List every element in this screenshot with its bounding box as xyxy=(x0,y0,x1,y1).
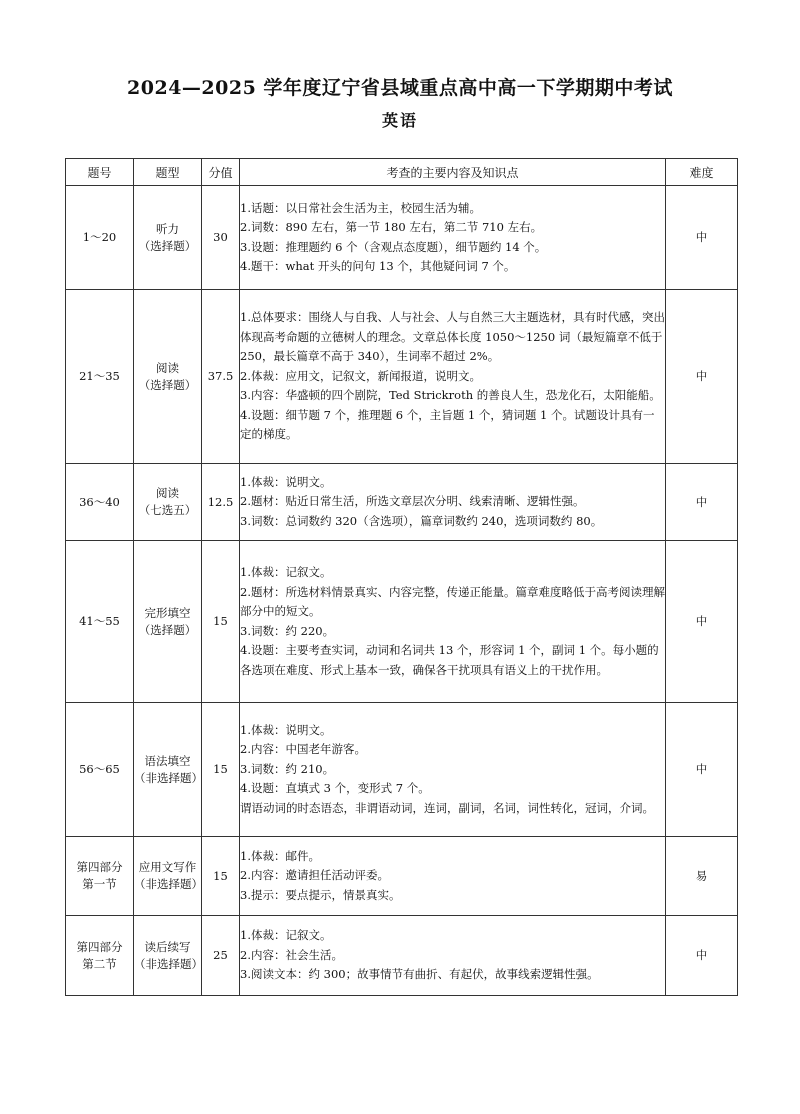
question-type-cell-line: （非选择题） xyxy=(134,877,203,891)
content-cell xyxy=(240,916,666,996)
question-number-cell xyxy=(66,541,134,703)
question-number-cell-line: 1～20 xyxy=(82,230,117,244)
table-header-row xyxy=(66,159,738,186)
content-line: 3.词数：总词数约 320（含选项），篇章词数约 240，选项词数约 80。 xyxy=(240,513,603,528)
content-line: 3.词数：约 210。 xyxy=(240,761,335,776)
content-line: 4.设题：主要考查实词，动词和名词共 13 个，形容词 1 个，副词 1 个。每小题的各选项在难度、形式上基本一致，确保各干扰项具有语义上的干扰作用。 xyxy=(240,643,659,677)
question-type-cell-line: 语法填空 xyxy=(144,753,191,768)
question-type-cell-line: （选择题） xyxy=(138,238,197,253)
question-type-cell-line: （非选择题） xyxy=(134,956,203,971)
content-line: 3.内容：华盛顿的四个剧院，Ted Strickroth 的善良人生，恐龙化石，太阳能船。 xyxy=(240,388,661,403)
question-type-cell xyxy=(134,464,202,541)
question-number-cell-line: 56～65 xyxy=(79,762,120,776)
score-cell: 37.5 xyxy=(202,290,240,464)
score-cell: 25 xyxy=(202,916,240,996)
question-type-cell-line: 阅读 xyxy=(156,360,179,375)
question-type-cell-line: 阅读 xyxy=(156,486,179,500)
score-cell: 12.5 xyxy=(202,464,240,541)
difficulty-cell: 中 xyxy=(666,916,738,996)
question-number-cell xyxy=(66,703,134,837)
content-line: 3.阅读文本：约 300；故事情节有曲折、有起伏，故事线索逻辑性强。 xyxy=(240,967,599,982)
question-number-cell-line: 第一节 xyxy=(82,877,117,891)
content-line: 4.题干：what 开头的问句 13 个，其他疑问词 7 个。 xyxy=(240,259,516,273)
content-line: 4.设题：直填式 3 个，变形式 7 个。 xyxy=(240,781,430,796)
content-cell xyxy=(240,541,666,703)
question-number-cell xyxy=(66,464,134,541)
content-line: 2.内容：社会生活。 xyxy=(240,947,343,962)
question-number-cell-line: 第四部分 xyxy=(76,860,123,874)
content-line: 1.体裁：记叙文。 xyxy=(240,565,332,579)
exam-spec-table xyxy=(65,158,738,996)
question-number-cell xyxy=(66,916,134,996)
score-cell: 30 xyxy=(202,186,240,290)
question-type-cell xyxy=(134,916,202,996)
content-line: 2.内容：邀请担任活动评委。 xyxy=(240,868,389,883)
header-content: 考查的主要内容及知识点 xyxy=(240,159,666,186)
header-score: 分值 xyxy=(202,159,240,186)
content-line: 3.词数：约 220。 xyxy=(240,623,335,638)
content-line: 1.体裁：邮件。 xyxy=(240,848,320,863)
question-type-cell xyxy=(134,837,202,916)
question-type-cell xyxy=(134,703,202,837)
score-cell: 15 xyxy=(202,837,240,916)
question-type-cell-line: （选择题） xyxy=(138,377,197,392)
difficulty-cell: 中 xyxy=(666,290,738,464)
table-row xyxy=(66,916,738,996)
content-cell xyxy=(240,186,666,290)
difficulty-cell: 易 xyxy=(666,837,738,916)
table-row xyxy=(66,290,738,464)
content-line: 1.话题：以日常社会生活为主，校园生活为辅。 xyxy=(240,200,481,215)
question-type-cell-line: 完形填空 xyxy=(144,605,191,620)
question-number-cell xyxy=(66,837,134,916)
question-type-cell-line: 应用文写作 xyxy=(138,860,197,874)
question-type-cell-line: （选择题） xyxy=(138,622,197,637)
content-line: 2.题材：贴近日常生活，所选文章层次分明、线索清晰、逻辑性强。 xyxy=(240,494,585,509)
question-type-cell-line: （非选择题） xyxy=(134,770,203,785)
content-line: 4.设题：细节题 7 个，推理题 6 个，主旨题 1 个，猜词题 1 个。试题设计具有一定的梯度。 xyxy=(240,407,655,442)
difficulty-cell: 中 xyxy=(666,464,738,541)
question-number-cell xyxy=(66,186,134,290)
content-line: 3.设题：推理题约 6 个（含观点态度题），细节题约 14 个。 xyxy=(240,239,547,254)
difficulty-cell: 中 xyxy=(666,541,738,703)
table-row xyxy=(66,703,738,837)
content-line: 2.题材：所选材料情景真实、内容完整，传递正能量。篇章难度略低于高考阅读理解部分中的短文。 xyxy=(240,584,665,618)
question-number-cell-line: 21～35 xyxy=(79,369,120,383)
table-row xyxy=(66,464,738,541)
score-cell: 15 xyxy=(202,541,240,703)
content-line: 谓语动词的时态语态，非谓语动词，连词，副词，名词，词性转化，冠词，介词。 xyxy=(240,800,654,815)
content-line: 1.总体要求：围绕人与自我、人与社会、人与自然三大主题选材，具有时代感，突出体现高考命题的立德树人的理念。文章总体长度 1050～1250 词（最短篇章不低于 250，最长篇章不高于 340），生词率不超过 2%。 xyxy=(240,310,665,364)
content-cell xyxy=(240,290,666,464)
header-question-number: 题号 xyxy=(66,159,134,186)
document-title: 2024—2025 学年度辽宁省县域重点高中高一下学期期中考试 xyxy=(127,77,673,99)
question-number-cell xyxy=(66,290,134,464)
content-line: 3.提示：要点提示，情景真实。 xyxy=(240,887,401,902)
content-cell xyxy=(240,464,666,541)
score-cell: 15 xyxy=(202,703,240,837)
question-number-cell-line: 36～40 xyxy=(79,494,120,509)
content-cell xyxy=(240,703,666,837)
subject-title: 英语 xyxy=(381,111,418,130)
content-line: 2.体裁：应用文，记叙文，新闻报道，说明文。 xyxy=(240,368,481,383)
question-number-cell-line: 41～55 xyxy=(79,614,120,628)
question-type-cell xyxy=(134,290,202,464)
difficulty-cell: 中 xyxy=(666,186,738,290)
question-number-cell-line: 第四部分 xyxy=(76,939,123,954)
header-difficulty: 难度 xyxy=(666,159,738,186)
question-type-cell-line: 听力 xyxy=(156,221,179,236)
question-type-cell xyxy=(134,186,202,290)
question-type-cell-line: （七选五） xyxy=(138,503,197,517)
content-line: 1.体裁：说明文。 xyxy=(240,474,332,489)
difficulty-cell: 中 xyxy=(666,703,738,837)
content-line: 1.体裁：说明文。 xyxy=(240,722,332,737)
table-row xyxy=(66,186,738,290)
header-question-type: 题型 xyxy=(134,159,202,186)
content-line: 1.体裁：记叙文。 xyxy=(240,928,332,943)
table-row xyxy=(66,541,738,703)
question-type-cell xyxy=(134,541,202,703)
content-cell xyxy=(240,837,666,916)
question-number-cell-line: 第二节 xyxy=(82,956,117,971)
question-type-cell-line: 读后续写 xyxy=(144,939,191,954)
content-line: 2.内容：中国老年游客。 xyxy=(240,742,366,757)
table-row xyxy=(66,837,738,916)
content-line: 2.词数：890 左右，第一节 180 左右，第二节 710 左右。 xyxy=(240,220,543,234)
